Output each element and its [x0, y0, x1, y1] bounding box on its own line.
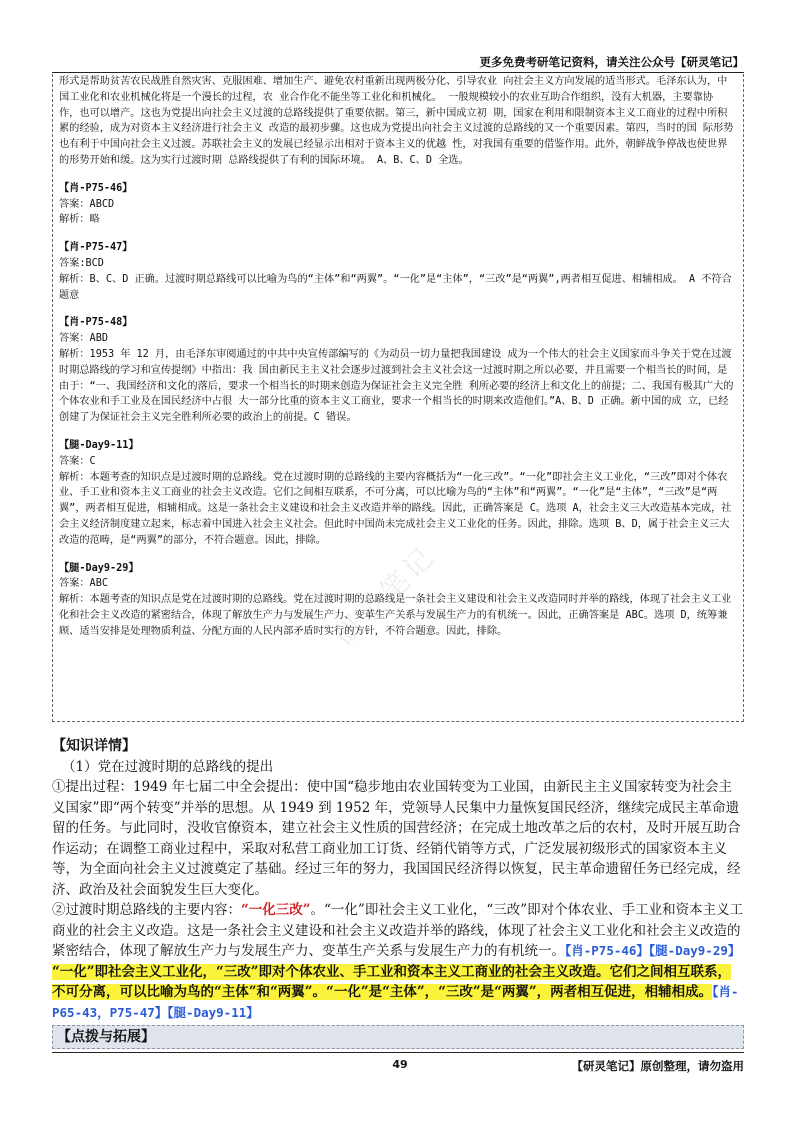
- knowledge-section: [52, 736, 744, 1049]
- highlight-paragraph: [52, 962, 744, 1024]
- main-content-paragraph: [52, 900, 744, 962]
- question-answer: 答案:BCD: [59, 257, 104, 269]
- main-content-body: 。“一化”即社会主义工业化，“三改”即对个体农业、手工业和资本主义工商业的社会主义改造。这是一条社会主义建设和社会主义改造并举的路线，体现了社会主义工业化和社会主义改造的紧密结合，体现了解放生产力与发展生产力、变革生产关系与发展生产力的有机统一。: [52, 902, 744, 959]
- highlight-reference: 【肖-P65-43，P75-47】【腿-Day9-11】: [52, 984, 739, 1020]
- page-header: 更多免费考研笔记资料，请关注公众号【研灵笔记】: [479, 55, 744, 69]
- intro-paragraph: 形式是帮助贫苦农民战胜自然灾害、克服困难、增加生产、避免农村重新出现两极分化、引导农业 向社会主义方向发展的适当形式。毛泽东认为，中国工业化和农业机械化将是一个漫长的过程，农 业合作化不能坐等工业化和机械化。 一般规模较小的农业互助合作组织，没有大机器，主要靠协 作，也可以增产。这也为党提出向社会主义过渡的总路线提供了重要依据。第三，新中国成立初 期，国家在利用和限制资本主义工商业的过程中所积累的经验，成为对资本主义经济进行社会主义 改造的最初步骤。这也成为党提出向社会主义过渡的总路线的又一个重要因素。第四，当时的国 际形势也有利于中国向社会主义过渡。苏联社会主义的发展已经显示出相对于资本主义的优越 性，对我国有重要的借鉴作用。此外，朝鲜战争停战也使世界的形势开始和缓。这为实行过渡时期 总路线提供了有利的国际环境。 A、B、C、D 全选。: [59, 76, 734, 166]
- question-analysis: 解析：本题考查的知识点是党在过渡时期的总路线。党在过渡时期的总路线是一条社会主义建设和社会主义改造同时并举的路线，体现了社会主义工业化和社会主义改造的紧密结合，体现了解放生产力与发展生产力、变革生产关系与发展生产力的有机统一。因此，正确答案是 ABC。选项 D，统筹兼顾、适当安排是处理物质利益、分配方面的人民内部矛盾时实行的方针，不符合题意。因此，排除。: [59, 594, 732, 637]
- question-block-p75-46: [59, 181, 737, 228]
- question-answer: 答案：C: [59, 455, 96, 467]
- question-analysis: 解析：略: [59, 214, 100, 226]
- highlighted-text: “一化”即社会主义工业化，“三改”即对个体农业、手工业和资本主义工商业的社会主义改造。它们之间相互联系，不可分离，可以比喻为鸟的“主体”和“两翼”。“一化”是“主体”，“三改”是“两翼”，两者相互促进，相辅相成。: [52, 963, 732, 1000]
- question-analysis: 解析：1953 年 12 月，由毛泽东审阅通过的中共中央宣传部编写的《为动员一切力量把我国建设 成为一个伟大的社会主义国家而斗争关于党在过渡时期总路线的学习和宣传提纲》中指出：我 国由新民主主义社会逐步过渡到社会主义社会这一过渡时期之所以必要，并且需要一个相当长的时间，是由于：“一、我国经济和文化的落后，要求一个相当长的时期来创造为保证社会主义完全胜 利所必要的经济上和文化上的前提；二、我国有极其广大的个体农业和手工业及在国民经济中占很 大一部分比重的资本主义工商业，要求一个相当长的时期来改造他们。”A、B、D 正确。新中国的成 立，已经创建了为保证社会主义完全胜利所必要的政治上的前提。C 错误。: [59, 348, 734, 424]
- question-block-day9-29: [59, 561, 737, 640]
- question-answer: 答案：ABD: [59, 333, 108, 345]
- page-number: 49: [392, 1058, 408, 1071]
- header-rule: [52, 72, 744, 73]
- question-tag: 【腿-Day9-11】: [59, 439, 139, 451]
- question-block-p75-47: [59, 240, 737, 303]
- proposal-process-paragraph: ①提出过程：1949 年七届二中全会提出：使中国“稳步地由农业国转变为工业国，由新民主主义国家转变为社会主义国家”即“两个转变”并举的思想。从 1949 到 1952 年，党领导人民集中力量恢复国民经济，继续完成民主革命遗留的任务。与此同时，没收官僚资本，建立社会主义性质的国营经济；在完成土地改革之后的农村，及时开展互助合作运动；在调整工商业过程中，采取对私营工商业加工订货、经销代销等方式，广泛发展初级形式的国家资本主义等，为全面向社会主义过渡奠定了基础。经过三年的努力，我国国民经济得以恢复，民主革命遗留任务已经完成，经济、政治及社会面貌发生巨大变化。: [52, 779, 741, 898]
- question-analysis: 解析：B、C、D 正确。过渡时期总路线可以比喻为鸟的“主体”和“两翼”。“一化”是“主体”，“三改”是“两翼”,两者相互促进、相辅相成。 A 不符合题意: [59, 273, 732, 301]
- knowledge-subheading: （1）党在过渡时期的总路线的提出: [62, 758, 274, 775]
- question-tag: 【肖-P75-46】: [59, 182, 133, 194]
- question-tag: 【肖-P75-48】: [59, 317, 133, 329]
- main-content-lead: ②过渡时期总路线的主要内容：: [52, 902, 241, 918]
- footer-note: 【研灵笔记】原创整理，请勿盗用: [571, 1059, 744, 1073]
- question-analysis: 解析：本题考查的知识点是过渡时期的总路线。党在过渡时期的总路线的主要内容概括为“一化三改”。“一化”即社会主义工业化，“三改”即对个体农业、手工业和资本主义工商业的社会主义改造。它们之间相互联系，不可分离，可以比喻为鸟的“主体”和“两翼”。“一化”是“主体”，“三改”是“两翼”，两者相互促进，相辅相成。这是一条社会主义建设和社会主义改造并举的路线。因此，正确答案是 C。选项 A，社会主义三大改造基本完成，社会主义经济制度建立起来，标志着中国进入社会主义社会。但此时中国尚未完成社会主义工业化的任务。因此，排除。选项 B、D，属于社会主义三大改造的范畴，是“两翼”的部分，不符合题意。因此，排除。: [59, 471, 732, 546]
- question-block-p75-48: [59, 315, 737, 426]
- tips-and-extension-bar: 【点拨与拓展】: [52, 1025, 744, 1049]
- question-block-day9-11: [59, 438, 737, 549]
- knowledge-heading: 【知识详情】: [52, 738, 136, 754]
- source-reference: 【肖-P75-46】【腿-Day9-29】: [565, 943, 741, 958]
- question-answer: 答案：ABCD: [59, 198, 115, 210]
- question-answer: 答案：ABC: [59, 578, 108, 590]
- answer-analysis-box: [52, 74, 744, 722]
- key-term: “一化三改”: [241, 902, 311, 918]
- question-tag: 【腿-Day9-29】: [59, 562, 139, 574]
- footer-rule: [52, 1052, 744, 1053]
- watermark: 研灵笔记: [328, 539, 442, 653]
- question-tag: 【肖-P75-47】: [59, 242, 133, 254]
